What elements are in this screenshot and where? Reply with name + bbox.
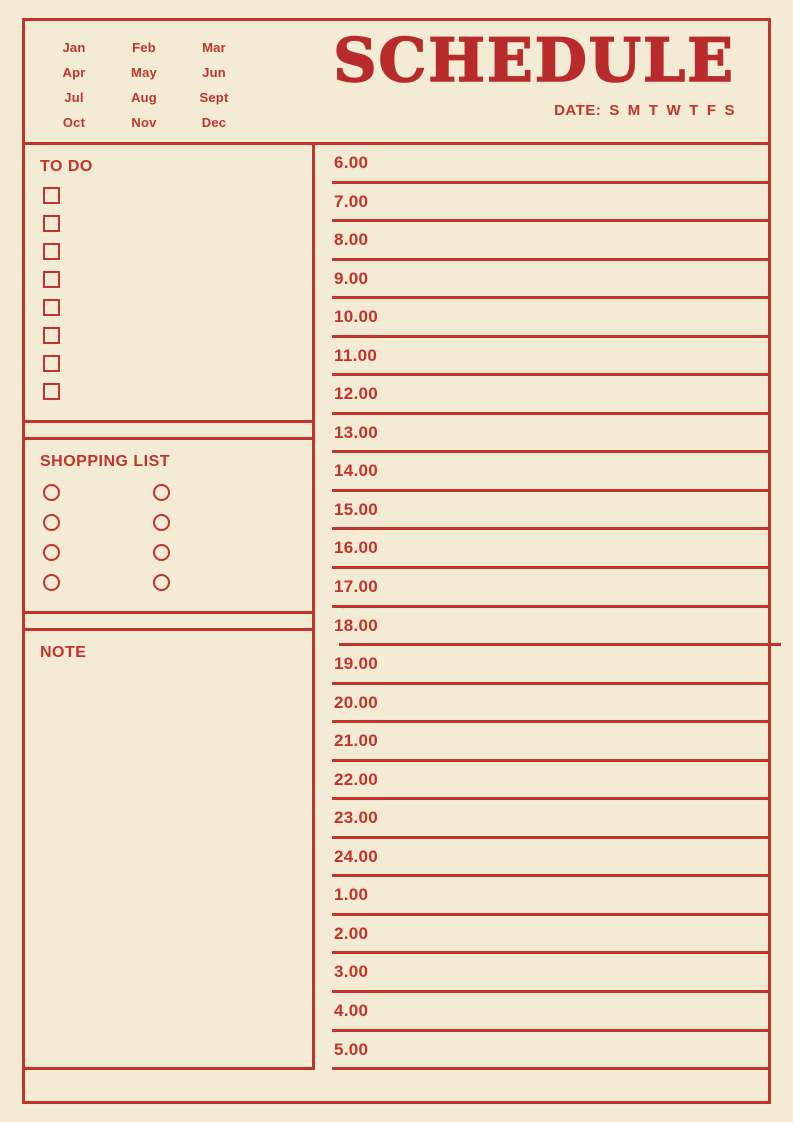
- time-slot-500[interactable]: 5.00: [315, 1032, 768, 1071]
- month-nov[interactable]: Nov: [131, 115, 157, 130]
- month-oct[interactable]: Oct: [62, 115, 86, 130]
- todo-checkbox-3[interactable]: [43, 243, 60, 260]
- time-slot-1600[interactable]: 16.00: [315, 530, 768, 569]
- shopping-slot-7[interactable]: [43, 574, 60, 591]
- header: [25, 21, 768, 145]
- shopping-slot-1[interactable]: [43, 484, 60, 501]
- shopping-box: [25, 437, 312, 614]
- time-slot-1900[interactable]: 19.00: [315, 646, 768, 685]
- shopping-slot-2[interactable]: [153, 484, 170, 501]
- month-jun[interactable]: Jun: [202, 65, 226, 80]
- header-right: [333, 26, 735, 142]
- todo-checkbox-8[interactable]: [43, 383, 60, 400]
- day-s[interactable]: S: [609, 102, 620, 119]
- shopping-slot-8[interactable]: [153, 574, 170, 591]
- bottom-strip: [25, 1070, 768, 1101]
- time-grid: [315, 145, 768, 1070]
- time-slot-1500[interactable]: 15.00: [315, 492, 768, 531]
- time-slot-600[interactable]: 6.00: [315, 145, 768, 184]
- time-slot-900[interactable]: 9.00: [315, 261, 768, 300]
- todo-box: [25, 145, 312, 423]
- month-feb[interactable]: Feb: [132, 40, 156, 55]
- time-slot-1000[interactable]: 10.00: [315, 299, 768, 338]
- todo-checkbox-5[interactable]: [43, 299, 60, 316]
- month-aug[interactable]: Aug: [131, 90, 157, 105]
- todo-checkbox-7[interactable]: [43, 355, 60, 372]
- todo-heading: TO DO: [40, 158, 93, 175]
- shopping-slot-6[interactable]: [153, 544, 170, 561]
- time-slot-100[interactable]: 1.00: [315, 877, 768, 916]
- note-heading: NOTE: [40, 644, 87, 661]
- day-t[interactable]: T: [648, 102, 659, 119]
- time-slot-1300[interactable]: 13.00: [315, 415, 768, 454]
- todo-checkbox-6[interactable]: [43, 327, 60, 344]
- day-s[interactable]: S: [724, 102, 735, 119]
- month-dec[interactable]: Dec: [201, 115, 227, 130]
- time-slot-1800[interactable]: 18.00: [315, 608, 768, 647]
- time-slot-2400[interactable]: 24.00: [315, 839, 768, 878]
- page-title: SCHEDULE: [333, 26, 735, 96]
- planner-frame: [22, 18, 771, 1104]
- day-f[interactable]: F: [706, 102, 717, 119]
- time-slot-2300[interactable]: 23.00: [315, 800, 768, 839]
- shopping-list: [25, 471, 312, 591]
- note-box[interactable]: [25, 628, 312, 1070]
- date-label: DATE:: [554, 102, 602, 119]
- todo-list: [25, 176, 312, 400]
- time-slot-2100[interactable]: 21.00: [315, 723, 768, 762]
- shopping-slot-4[interactable]: [153, 514, 170, 531]
- month-selector: [39, 35, 249, 142]
- shopping-slot-3[interactable]: [43, 514, 60, 531]
- month-jan[interactable]: Jan: [62, 40, 86, 55]
- todo-checkbox-2[interactable]: [43, 215, 60, 232]
- date-row: [554, 102, 735, 119]
- day-t[interactable]: T: [689, 102, 699, 119]
- time-slot-1400[interactable]: 14.00: [315, 453, 768, 492]
- time-slot-200[interactable]: 2.00: [315, 916, 768, 955]
- time-slot-2200[interactable]: 22.00: [315, 762, 768, 801]
- shopping-heading: SHOPPING LIST: [40, 453, 171, 470]
- content: [25, 145, 768, 1070]
- month-may[interactable]: May: [131, 65, 157, 80]
- month-apr[interactable]: Apr: [62, 65, 86, 80]
- day-m[interactable]: M: [627, 102, 641, 119]
- todo-checkbox-4[interactable]: [43, 271, 60, 288]
- time-slot-400[interactable]: 4.00: [315, 993, 768, 1032]
- time-slot-1200[interactable]: 12.00: [315, 376, 768, 415]
- time-slot-700[interactable]: 7.00: [315, 184, 768, 223]
- todo-checkbox-1[interactable]: [43, 187, 60, 204]
- time-slot-800[interactable]: 8.00: [315, 222, 768, 261]
- time-slot-2000[interactable]: 20.00: [315, 685, 768, 724]
- time-slot-1700[interactable]: 17.00: [315, 569, 768, 608]
- time-slot-300[interactable]: 3.00: [315, 954, 768, 993]
- month-jul[interactable]: Jul: [64, 90, 84, 105]
- month-sept[interactable]: Sept: [199, 90, 229, 105]
- shopping-slot-5[interactable]: [43, 544, 60, 561]
- time-slot-1100[interactable]: 11.00: [315, 338, 768, 377]
- month-mar[interactable]: Mar: [202, 40, 226, 55]
- sidebar: [25, 145, 315, 1070]
- day-selector: [609, 102, 735, 119]
- day-w[interactable]: W: [666, 102, 682, 119]
